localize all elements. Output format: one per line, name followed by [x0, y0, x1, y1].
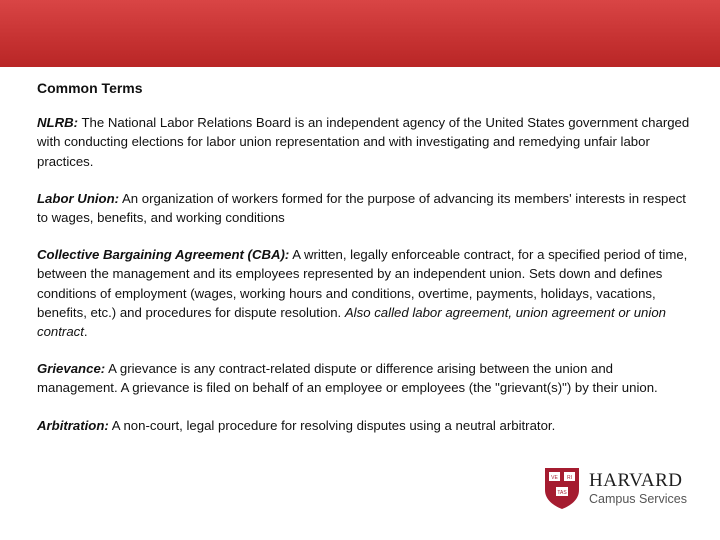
term-definition: A grievance is any contract-related dispute or difference arising between the union and management. A grievance is filed on behalf of an employee or employees (the "grievant(s)") by their union. [37, 361, 658, 396]
shield-icon [543, 466, 581, 510]
term-definition: A non-court, legal procedure for resolving disputes using a neutral arbitrator. [108, 417, 556, 433]
term-arbitration [37, 416, 697, 435]
term-label: Labor Union: [37, 190, 120, 206]
shield-text: RI [567, 475, 572, 481]
term-note: Also called labor agreement, union agreement or union contract [37, 304, 666, 340]
terms-content [37, 79, 697, 453]
term-labor-union [37, 189, 697, 227]
logo-subtitle: Campus Services [589, 491, 687, 506]
term-label: Arbitration: [37, 417, 109, 433]
term-cba [37, 245, 697, 341]
harvard-logo [543, 466, 703, 510]
term-label: Grievance: [37, 361, 106, 377]
term-definition: The National Labor Relations Board is an independent agency of the United States government charged with conducting elections for labor union representation and with investigating and remedying unfair labor practices. [37, 115, 690, 169]
logo-title: HARVARD [589, 469, 683, 491]
term-tail: . [83, 324, 88, 340]
term-nlrb [37, 113, 697, 171]
term-definition: A written, legally enforceable contract, for a specified period of time, between the management and its employees represented by an independent union. Sets down and defines conditions of employment (wages, working hours and conditions, overtime, payments, holidays, vacations, benefits, etc.) and procedures for dispute resolution. [37, 247, 688, 320]
page-title: Common Terms [37, 80, 143, 96]
term-definition: An organization of workers formed for the purpose of advancing its members' interests in respect to wages, benefits, and working conditions [37, 190, 686, 226]
term-grievance [37, 359, 697, 397]
term-label: NLRB: [37, 115, 79, 131]
header-band [0, 0, 720, 67]
shield-text: VE [551, 475, 558, 481]
shield-text: TAS [557, 490, 567, 496]
term-label: Collective Bargaining Agreement (CBA): [37, 247, 290, 263]
